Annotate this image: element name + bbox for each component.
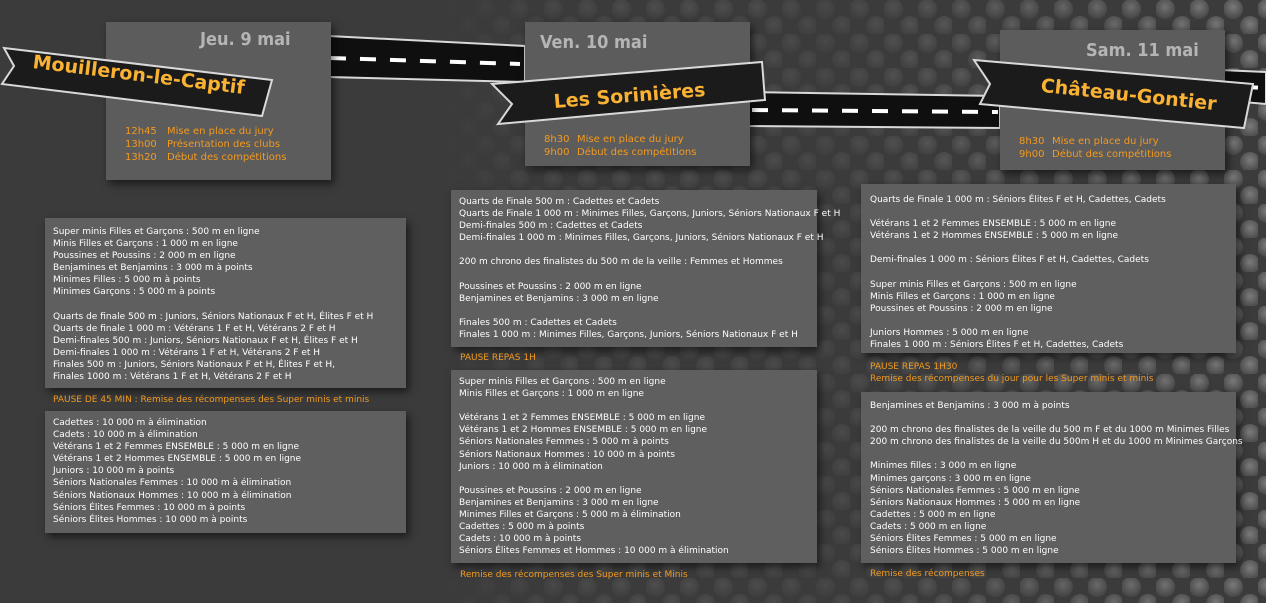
event-line: [870, 315, 1236, 327]
event-line: Juniors : 10 000 m à points: [53, 466, 175, 477]
event-line: Demi-finales 1 000 m : Séniors Élites F et H, Cadettes, Cadets: [870, 255, 1149, 266]
event-line: Quarts de Finale 1 000 m : Minimes Filles, Garçons, Juniors, Séniors Nationaux F et H: [459, 209, 841, 220]
day3-date: Sam. 11 mai: [1086, 40, 1199, 61]
day3-city-banner: [968, 56, 1258, 138]
event-line: Juniors : 10 000 m à élimination: [459, 461, 603, 472]
event-line: [459, 473, 817, 485]
event-line: Poussines et Poussins : 2 000 m en ligne: [459, 485, 642, 496]
day3-block-2: [861, 392, 1243, 563]
schedule-item: 13h20 Début des compétitions: [125, 152, 287, 163]
event-line: Benjamines et Benjamins : 3 000 m en ligne: [459, 293, 659, 304]
event-line: Séniors Nationaux Hommes : 10 000 m à points: [459, 449, 675, 460]
day2-city: Les Sorinières: [552, 79, 707, 113]
event-line: [870, 267, 1236, 279]
event-line: 200 m chrono des finalistes de la veille du 500 m F et du 1000 m Minimes Filles: [870, 425, 1230, 436]
event-line: [459, 400, 817, 412]
day2-block-1: [451, 190, 841, 347]
event-line: Super minis Filles et Garçons : 500 m en ligne: [870, 279, 1077, 290]
event-line: Séniors Élites Femmes et Hommes : 10 000 m à élimination: [459, 546, 729, 557]
event-line: Demi-finales 1 000 m : Minimes Filles, Garçons, Juniors, Séniors Nationaux F et H: [459, 233, 824, 244]
day2-pause-note: PAUSE REPAS 1H: [460, 353, 536, 363]
event-line: Séniors Nationales Femmes : 10 000 m à élimination: [53, 478, 292, 489]
event-line: Séniors Nationales Femmes : 5 000 m à points: [459, 437, 669, 448]
event-line: [870, 448, 1236, 460]
event-line: Poussines et Poussins : 2 000 m en ligne: [870, 303, 1053, 314]
schedule-item: 8h30 Mise en place du jury: [544, 134, 684, 145]
schedule-item: 9h00 Début des compétitions: [544, 147, 697, 158]
event-line: Vétérans 1 et 2 Femmes ENSEMBLE : 5 000 m en ligne: [459, 413, 705, 424]
event-line: Poussines et Poussins : 2 000 m en ligne: [459, 281, 642, 292]
schedule-item: 12h45 Mise en place du jury: [125, 126, 274, 137]
event-line: Finales 1 000 m : Séniors Élites F et H, Cadettes, Cadets: [870, 340, 1124, 351]
day3-pause-note: [870, 361, 1154, 385]
event-line: Séniors Nationales Femmes : 5 000 m en ligne: [870, 485, 1080, 496]
event-line: Quarts de finale 500 m : Juniors, Séniors Nationaux F et H, Élites F et H: [53, 311, 374, 322]
event-line: [870, 206, 1236, 218]
event-line: Cadettes : 5 000 m à points: [459, 522, 585, 533]
day3-awards-note: Remise des récompenses: [870, 569, 985, 579]
event-line: Minimes Filles et Garçons : 5 000 m à élimination: [459, 510, 681, 521]
event-line: Poussines et Poussins : 2 000 m en ligne: [53, 251, 236, 262]
event-line: [459, 244, 817, 256]
event-line: Minis Filles et Garçons : 1 000 m en ligne: [459, 389, 644, 400]
event-line: [459, 269, 817, 281]
event-line: Minimes filles : 3 000 m en ligne: [870, 461, 1017, 472]
day2-block-2: [451, 370, 817, 563]
event-line: Cadets : 10 000 m à points: [459, 534, 582, 545]
event-line: Minimes Garçons : 5 000 m à points: [53, 287, 216, 298]
event-line: Super minis Filles et Garçons : 500 m en ligne: [53, 227, 260, 237]
event-line: Demi-finales 500 m : Juniors, Séniors Nationaux F et H, Élites F et H: [53, 335, 358, 346]
day1-block-2: [45, 411, 406, 533]
event-line: Séniors Nationaux Hommes : 10 000 m à élimination: [53, 490, 292, 501]
event-line: Quarts de finale 1 000 m : Vétérans 1 F et H, Vétérans 2 F et H: [53, 323, 336, 334]
event-line: Séniors Élites Femmes : 5 000 m en ligne: [870, 534, 1057, 545]
event-line: Benjamines et Benjamins : 3 000 m à points: [53, 263, 253, 274]
day2-awards-note: Remise des récompenses des Super minis et Minis: [460, 570, 688, 580]
day2-schedule: [544, 133, 696, 159]
event-line: 200 m chrono des finalistes du 500 m de la veille : Femmes et Hommes: [459, 257, 783, 268]
event-line: Minimes Filles : 5 000 m à points: [53, 275, 201, 286]
day1-schedule: [125, 125, 286, 164]
day1-pause-note: PAUSE DE 45 MIN : Remise des récompenses des Super minis et minis: [53, 395, 370, 405]
day2-date: Ven. 10 mai: [540, 32, 648, 53]
event-line: Super minis Filles et Garçons : 500 m en ligne: [459, 377, 666, 387]
event-line: [870, 412, 1236, 424]
event-line: Séniors Nationaux Hommes : 5 000 m en ligne: [870, 497, 1081, 508]
event-line: Vétérans 1 et 2 Hommes ENSEMBLE : 5 000 m en ligne: [870, 231, 1119, 242]
event-line: Cadets : 5 000 m en ligne: [870, 521, 987, 532]
event-line: Demi-finales 1 000 m : Vétérans 1 F et H, Vétérans 2 F et H: [53, 347, 321, 358]
day1-city: Mouilleron-le-Captif: [31, 51, 246, 99]
day3-city: Château-Gontier: [1039, 74, 1218, 116]
event-line: Cadets : 10 000 m à élimination: [53, 430, 198, 441]
day1-block-1: [45, 218, 406, 388]
event-line: Vétérans 1 et 2 Hommes ENSEMBLE : 5 000 m en ligne: [53, 454, 302, 465]
event-line: Demi-finales 500 m : Cadettes et Cadets: [459, 221, 643, 232]
day1-city-banner: [0, 40, 300, 122]
event-line: Finales 500 m : Juniors, Séniors Nationaux F et H, Élites F et H,: [53, 360, 336, 371]
event-line: [870, 242, 1236, 254]
day3-block-1: [861, 184, 1236, 353]
day3-schedule: [1019, 135, 1171, 161]
event-line: Finales 1000 m : Vétérans 1 F et H, Vétérans 2 F et H: [53, 372, 292, 383]
pause-label: PAUSE REPAS 1H30: [870, 362, 958, 372]
event-line: Vétérans 1 et 2 Hommes ENSEMBLE : 5 000 m en ligne: [459, 425, 708, 436]
event-line: Quarts de Finale 1 000 m : Séniors Élites F et H, Cadettes, Cadets: [870, 195, 1166, 205]
event-line: [459, 305, 817, 317]
event-line: Minis Filles et Garçons : 1 000 m en ligne: [870, 291, 1055, 302]
schedule-item: 8h30 Mise en place du jury: [1019, 136, 1159, 147]
event-line: Benjamines et Benjamins : 3 000 m en ligne: [459, 497, 659, 508]
event-line: Séniors Élites Hommes : 5 000 m en ligne: [870, 546, 1059, 557]
event-line: Minimes garçons : 3 000 m en ligne: [870, 473, 1031, 484]
event-line: Vétérans 1 et 2 Femmes ENSEMBLE : 5 000 m en ligne: [53, 442, 299, 453]
event-line: Cadettes : 10 000 m à élimination: [53, 418, 207, 428]
event-line: 200 m chrono des finalistes de la veille du 500m H et du 1000 m Minimes Garçons: [870, 437, 1243, 448]
day2-city-banner: [490, 60, 770, 135]
schedule-item: 9h00 Début des compétitions: [1019, 149, 1172, 160]
day1-date: Jeu. 9 mai: [200, 29, 291, 50]
event-line: Vétérans 1 et 2 Femmes ENSEMBLE : 5 000 m en ligne: [870, 219, 1116, 230]
event-line: Minis Filles et Garçons : 1 000 m en ligne: [53, 239, 238, 250]
event-line: Finales 500 m : Cadettes et Cadets: [459, 317, 617, 328]
event-line: Cadettes : 5 000 m en ligne: [870, 509, 996, 520]
event-line: Finales 1 000 m : Minimes Filles, Garçons, Juniors, Séniors Nationaux F et H: [459, 330, 798, 341]
event-line: [53, 299, 406, 311]
event-line: Séniors Élites Femmes : 10 000 m à points: [53, 502, 246, 513]
schedule-item: 13h00 Présentation des clubs: [125, 139, 281, 150]
event-line: Séniors Élites Hommes : 10 000 m à points: [53, 514, 248, 525]
event-line: Benjamines et Benjamins : 3 000 m à points: [870, 401, 1070, 411]
awards-label: Remise des récompenses du jour pour les Super minis et minis: [870, 374, 1154, 384]
event-line: Juniors Hommes : 5 000 m en ligne: [870, 328, 1029, 339]
event-line: Quarts de Finale 500 m : Cadettes et Cadets: [459, 197, 660, 207]
